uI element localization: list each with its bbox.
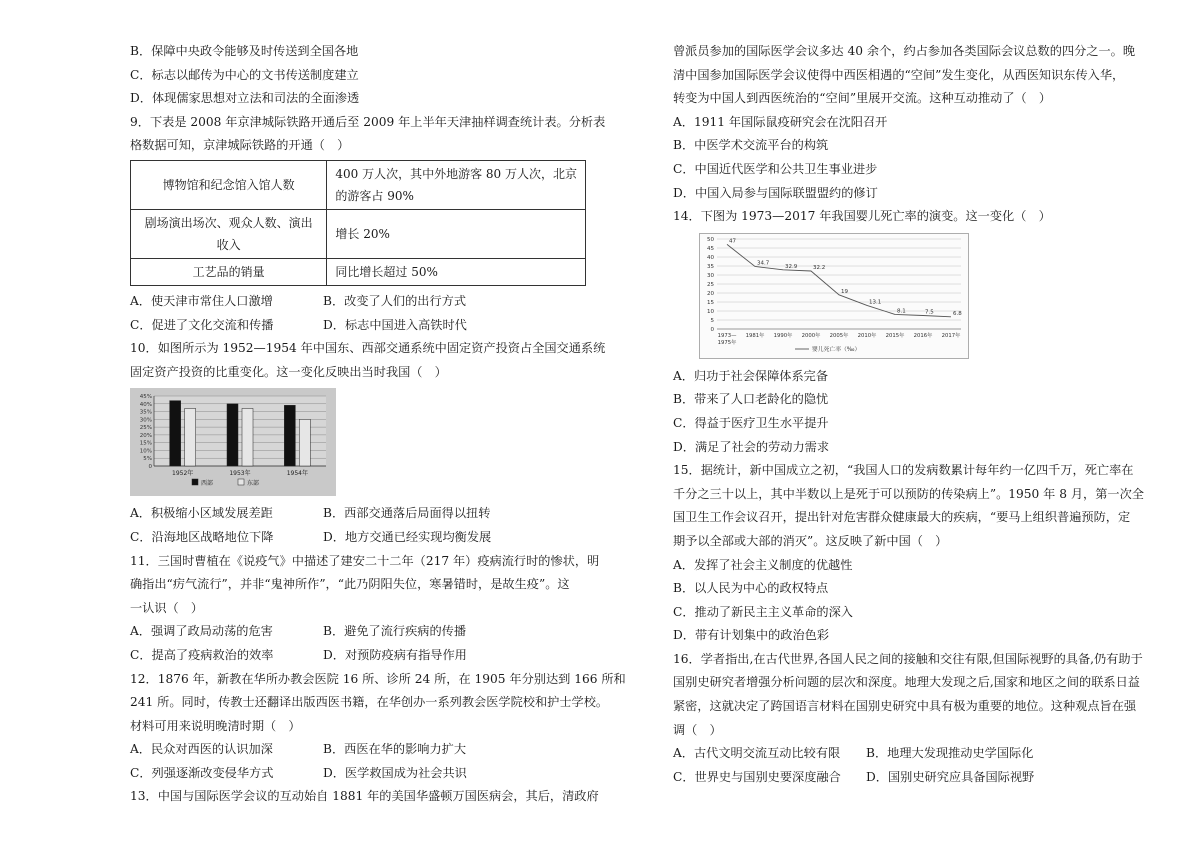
q9-option-b: B．改变了人们的出行方式 xyxy=(323,293,467,308)
y-tick-label: 30 xyxy=(707,272,714,279)
data-label: 32.9 xyxy=(785,263,798,270)
table-cell: 增长 20% xyxy=(327,209,586,258)
q9-option-a: A．使天津市常住人口激增 xyxy=(130,293,273,308)
q14-option-d: D．满足了社会的劳动力需求 xyxy=(673,439,830,454)
q11-stem-line-1: 11．三国时曹植在《说疫气》中描述了建安二十二年（217 年）疫病流行时的惨状，明 xyxy=(130,553,600,568)
q9-options-row-2 xyxy=(130,314,600,338)
q9-stem-line-1: 9．下表是 2008 年京津城际铁路开通后至 2009 年上半年天津抽样调查统计表。分析表 xyxy=(130,114,606,129)
q13-option-a: A．1911 年国际鼠疫研究会在沈阳召开 xyxy=(673,114,888,129)
table-cell-line: 的游客占 90% xyxy=(335,188,414,203)
q13-stem-line-2: 曾派员参加的国际医学会议多达 40 余个，约占参加各类国际会议总数的四分之一。晚 xyxy=(673,44,1136,58)
legend-label: 婴儿死亡率（‰） xyxy=(812,346,861,353)
q16-stem-line-3: 紧密，这就决定了跨国语言材料在国别史研究中具有极为重要的地位。这种观点旨在强 xyxy=(673,699,1137,714)
q12-option-a: A．民众对西医的认识加深 xyxy=(130,742,273,757)
chart-frame xyxy=(700,233,969,358)
q10-bar-chart xyxy=(130,388,336,496)
q16-stem-line-1: 16．学者指出,在古代世界,各国人民之间的接触和交往有限,但国际视野的具备,仍有助于 xyxy=(673,651,1143,666)
legend-swatch xyxy=(238,479,244,485)
y-tick-label: 10 xyxy=(707,308,714,315)
y-tick-label: 15% xyxy=(139,441,152,448)
bar-west xyxy=(170,401,181,466)
x-tick-label: 2016年 xyxy=(913,332,933,339)
q15-stem-line-4: 期予以全部或大部的消灭”。这反映了新中国（ ） xyxy=(673,533,948,548)
q9-option-c: C．促进了文化交流和传播 xyxy=(130,317,274,332)
data-label: 32.2 xyxy=(813,264,826,271)
q10-option-a: A．积极缩小区域发展差距 xyxy=(130,506,273,521)
left-column xyxy=(130,40,626,809)
y-tick-label: 40 xyxy=(707,254,714,261)
data-label: 8.1 xyxy=(897,308,906,315)
q12-options-row-1 xyxy=(130,738,600,762)
q11-options-row-2 xyxy=(130,644,600,668)
q13-option-b: B．中医学术交流平台的构筑 xyxy=(673,138,829,153)
legend-label: 西部 xyxy=(201,480,214,488)
q11-options-row-1 xyxy=(130,620,600,644)
q14-line-chart xyxy=(699,233,969,359)
q15-option-a: A．发挥了社会主义制度的优越性 xyxy=(673,557,853,572)
series-line xyxy=(727,244,951,316)
q12-option-c: C．列强逐渐改变侵华方式 xyxy=(130,765,274,780)
q11-option-c: C．提高了疫病救治的效率 xyxy=(130,647,274,662)
data-label: 19 xyxy=(841,288,848,295)
q9-options-row-1 xyxy=(130,290,600,314)
q16-option-b: B．地理大发现推动史学国际化 xyxy=(866,746,1034,761)
table-cell: 博物馆和纪念馆入馆人数 xyxy=(131,160,327,209)
y-tick-label: 20 xyxy=(707,290,714,297)
table-row xyxy=(131,258,586,285)
q10-option-b: B．西部交通落后局面得以扭转 xyxy=(323,506,491,521)
x-tick-label: 1954年 xyxy=(286,470,308,478)
table-cell: 剧场演出场次、观众人数、演出收入 xyxy=(131,209,327,258)
q10-stem-line-1: 10．如图所示为 1952—1954 年中国东、西部交通系统中固定资产投资占全国交通系统 xyxy=(130,341,606,356)
q13-stem-line-4: 转变为中国人到西医统治的“空间”里展开交流。这种互动推动了（ ） xyxy=(673,91,1052,106)
y-tick-label: 50 xyxy=(707,236,714,243)
q9-stem-line-2: 格数据可知，京津城际铁路的开通（ ） xyxy=(130,138,350,153)
table-cell: 工艺品的销量 xyxy=(131,258,327,285)
y-tick-label: 25 xyxy=(707,281,714,288)
table-cell-line: 400 万人次，其中外地游客 80 万人次，北京 xyxy=(335,166,577,181)
legend-label: 东部 xyxy=(247,480,260,488)
table-row xyxy=(131,160,586,209)
y-tick-label: 25% xyxy=(139,425,152,432)
y-tick-label: 5% xyxy=(143,456,152,463)
q12-options-row-2 xyxy=(130,762,600,786)
q12-option-b: B．西医在华的影响力扩大 xyxy=(323,742,467,757)
q10-options-row-2 xyxy=(130,526,600,550)
x-tick-label: 1990年 xyxy=(773,332,793,339)
data-label: 47 xyxy=(729,238,736,245)
data-label: 6.8 xyxy=(953,310,962,317)
q15-option-b: B．以人民为中心的政权特点 xyxy=(673,581,829,596)
x-tick-label: 1981年 xyxy=(745,332,765,339)
table-cell xyxy=(327,160,586,209)
y-tick-label: 45 xyxy=(707,245,714,252)
q15-option-d: D．带有计划集中的政治色彩 xyxy=(673,628,830,643)
q12-stem-line-3: 材料可用来说明晚清时期（ ） xyxy=(130,718,301,733)
x-tick-label: 2005年 xyxy=(829,332,849,339)
q16-stem-line-2: 国别史研究者增强分析问题的层次和深度。地理大发现之后,国家和地区之间的联系日益 xyxy=(673,675,1140,690)
y-tick-label: 40% xyxy=(139,402,152,409)
y-tick-label: 35% xyxy=(139,409,152,416)
bar-east xyxy=(299,420,310,467)
q13-stem-line-3: 清中国参加国际医学会议使得中西医相遇的“空间”发生变化，从西医知识东传入华， xyxy=(673,67,1125,82)
bar-east xyxy=(185,409,196,467)
q15-stem-line-2: 千分之三十以上，其中半数以上是死于可以预防的传染病上”。1950 年 8 月，第一次全 xyxy=(673,486,1144,501)
bar-west xyxy=(284,406,295,467)
y-tick-label: 10% xyxy=(139,448,152,455)
table-cell: 同比增长超过 50% xyxy=(327,258,586,285)
q8-option-d: D．体现儒家思想对立法和司法的全面渗透 xyxy=(130,91,360,106)
q16-option-d: D．国别史研究应具备国际视野 xyxy=(866,769,1035,784)
q11-option-d: D．对预防疫病有指导作用 xyxy=(323,647,467,662)
q10-options-row-1 xyxy=(130,502,600,526)
legend-swatch xyxy=(192,479,198,485)
q12-stem-line-1: 12．1876 年，新教在华所办教会医院 16 所、诊所 24 所，在 1905 年分别达到 166 所和 xyxy=(130,671,626,686)
x-tick-label: 1953年 xyxy=(229,470,251,478)
q11-option-a: A．强调了政局动荡的危害 xyxy=(130,624,273,639)
y-tick-label: 30% xyxy=(139,417,152,424)
y-tick-label: 45% xyxy=(139,394,152,401)
y-tick-label: 35 xyxy=(707,263,714,270)
q8-option-b: B．保障中央政令能够及时传送到全国各地 xyxy=(130,44,359,58)
right-column xyxy=(673,40,1143,789)
q16-option-a: A．古代文明交流互动比较有限 xyxy=(673,746,841,761)
q15-option-c: C．推动了新民主主义革命的深入 xyxy=(673,604,853,619)
table-row xyxy=(131,209,586,258)
q11-stem-line-3: 一认识（ ） xyxy=(130,600,204,615)
x-tick-label: 2000年 xyxy=(801,332,821,339)
q14-option-c: C．得益于医疗卫生水平提升 xyxy=(673,415,829,430)
q8-option-c: C．标志以邮传为中心的文书传送制度建立 xyxy=(130,67,359,82)
q12-option-d: D．医学救国成为社会共识 xyxy=(323,765,467,780)
y-tick-label: 0 xyxy=(710,326,714,333)
q11-stem-line-2: 确指出“疠气流行”，并非“鬼神所作”，“此乃阴阳失位，寒暑错时，是故生疫”。这 xyxy=(130,577,570,592)
bar-east xyxy=(242,409,253,467)
q13-option-d: D．中国入局参与国际联盟盟约的修订 xyxy=(673,185,878,200)
x-tick-label: 2010年 xyxy=(857,332,877,339)
q13-option-c: C．中国近代医学和公共卫生事业进步 xyxy=(673,161,878,176)
q15-stem-line-3: 国卫生工作会议召开，提出针对危害群众健康最大的疾病，“要马上组织普遍预防，定 xyxy=(673,510,1131,525)
q14-option-a: A．归功于社会保障体系完备 xyxy=(673,368,829,383)
x-tick-label: 1975年 xyxy=(717,339,737,346)
q10-option-d: D．地方交通已经实现均衡发展 xyxy=(323,529,492,544)
data-label: 34.7 xyxy=(757,260,770,267)
x-tick-label: 2015年 xyxy=(885,332,905,339)
q12-stem-line-2: 241 所。同时，传教士还翻译出版西医书籍，在华创办一系列教会医学院校和护士学校。 xyxy=(130,695,609,710)
q13-stem-line-1: 13．中国与国际医学会议的互动始自 1881 年的美国华盛顿万国医病会，其后，清政府 xyxy=(130,789,599,804)
x-tick-label: 1973— xyxy=(717,332,737,339)
q16-stem-line-4: 调（ ） xyxy=(673,722,722,737)
x-tick-label: 1952年 xyxy=(172,470,194,478)
q14-option-b: B．带来了人口老龄化的隐忧 xyxy=(673,392,829,407)
q16-option-c: C．世界史与国别史要深度融合 xyxy=(673,769,841,784)
bar-west xyxy=(227,404,238,466)
q16-options-row-2 xyxy=(673,766,1143,790)
q9-table xyxy=(130,160,586,286)
data-label: 7.5 xyxy=(925,309,934,316)
q11-option-b: B．避免了流行疾病的传播 xyxy=(323,624,467,639)
q16-options-row-1 xyxy=(673,742,1143,766)
x-tick-label: 2017年 xyxy=(941,332,961,339)
data-label: 13.1 xyxy=(869,299,882,306)
q10-option-c: C．沿海地区战略地位下降 xyxy=(130,529,274,544)
y-tick-label: 0 xyxy=(148,464,152,471)
q15-stem-line-1: 15．据统计，新中国成立之初，“我国人口的发病数累计每年约一亿四千万，死亡率在 xyxy=(673,463,1134,478)
y-tick-label: 20% xyxy=(139,433,152,440)
y-tick-label: 5 xyxy=(710,317,714,324)
q14-stem: 14．下图为 1973—2017 年我国婴儿死亡率的演变。这一变化（ ） xyxy=(673,209,1051,224)
y-tick-label: 15 xyxy=(707,299,714,306)
q10-stem-line-2: 固定资产投资的比重变化。这一变化反映出当时我国（ ） xyxy=(130,364,447,379)
q9-option-d: D．标志中国进入高铁时代 xyxy=(323,317,467,332)
